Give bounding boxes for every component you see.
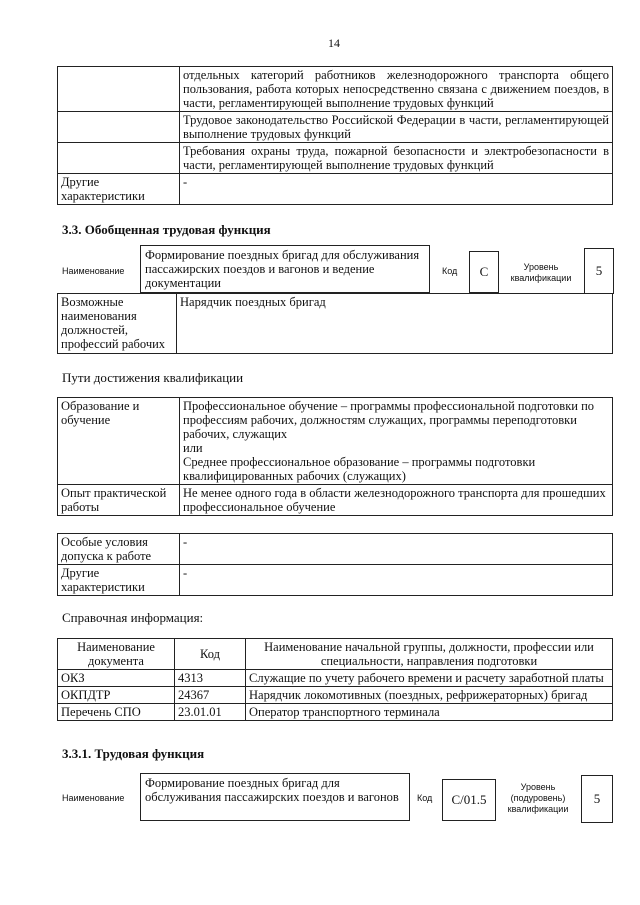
section-heading: 3.3.1. Трудовая функция [62, 746, 205, 761]
table-row [58, 294, 613, 354]
level-box: 5 [584, 248, 614, 294]
table-cell: ОКПДТР [58, 687, 175, 704]
table-row [58, 174, 613, 205]
table-cell [58, 112, 180, 143]
table-cell [180, 398, 613, 485]
text-line: Среднее профессиональное образование – программы подготовки квалифицированных рабочих (служащих) [183, 455, 536, 483]
paths-heading: Пути достижения квалификации [62, 370, 244, 385]
conditions-table [57, 533, 613, 596]
column-header: Код [175, 639, 246, 670]
text-line: или [183, 441, 203, 455]
table-cell: Не менее одного года в области железнодорожного транспорта для прошедших профессиональное обучение [180, 485, 613, 516]
positions-label: Возможные наименования должностей, профессий рабочих [58, 294, 177, 354]
table-row [58, 687, 613, 704]
code-label: Код [417, 793, 433, 803]
table-row [58, 112, 613, 143]
table-cell: Особые условия допуска к работе [58, 534, 180, 565]
table-row [58, 398, 613, 485]
table-cell: Оператор транспортного терминала [246, 704, 613, 721]
table-cell [58, 67, 180, 112]
text-line: Профессиональное обучение – программы профессиональной подготовки по профессиям рабочих, должностям служащих, программы переподготовки рабочих, служащих [183, 399, 595, 441]
table-row [58, 67, 613, 112]
column-header: Наименование документа [58, 639, 175, 670]
function-name-box: Формирование поездных бригад для обслуживания пассажирских поездов и вагонов и ведение документации [140, 245, 430, 293]
table-cell: - [180, 565, 613, 596]
positions-value: Нарядчик поездных бригад [177, 294, 613, 354]
table-cell: Образование и обучение [58, 398, 180, 485]
code-box: C [469, 251, 499, 293]
table-row [58, 143, 613, 174]
section-heading: 3.3. Обобщенная трудовая функция [62, 222, 271, 237]
positions-table [57, 293, 613, 354]
table-row [58, 485, 613, 516]
level-label: Уровень квалификации [510, 262, 572, 283]
table-cell: Другие характеристики [58, 174, 180, 205]
table-cell [58, 143, 180, 174]
table-cell: Нарядчик локомотивных (поездных, рефрижераторных) бригад [246, 687, 613, 704]
code-label: Код [442, 266, 458, 276]
table-row [58, 670, 613, 687]
table-cell: Опыт практической работы [58, 485, 180, 516]
reference-heading: Справочная информация: [62, 610, 204, 625]
table-cell: отдельных категорий работников железнодорожного транспорта общего пользования, работа которых непосредственно связана с движением поездов, в части, регламентирующей выполнение трудовых функций [180, 67, 613, 112]
name-label: Наименование [62, 266, 125, 276]
table-cell: Требования охраны труда, пожарной безопасности и электробезопасности в части, регламентирующей выполнение трудовых функций [180, 143, 613, 174]
top-table [57, 66, 613, 205]
table-cell: Трудовое законодательство Российской Федерации в части, регламентирующей выполнение трудовых функций [180, 112, 613, 143]
name-label: Наименование [62, 793, 125, 803]
table-row [58, 704, 613, 721]
table-cell: Перечень СПО [58, 704, 175, 721]
column-header: Наименование начальной группы, должности, профессии или специальности, направления подготовки [246, 639, 613, 670]
level-box: 5 [581, 775, 613, 823]
table-cell: Служащие по учету рабочего времени и расчету заработной платы [246, 670, 613, 687]
table-cell: ОКЗ [58, 670, 175, 687]
table-cell: 4313 [175, 670, 246, 687]
table-cell: Другие характеристики [58, 565, 180, 596]
code-box: C/01.5 [442, 779, 496, 821]
table-row [58, 565, 613, 596]
table-cell: 24367 [175, 687, 246, 704]
table-header-row [58, 639, 613, 670]
reference-table [57, 638, 613, 721]
table-cell: - [180, 534, 613, 565]
table-row [58, 534, 613, 565]
table-cell: 23.01.01 [175, 704, 246, 721]
table-cell: - [180, 174, 613, 205]
page-number: 14 [328, 36, 340, 50]
paths-table [57, 397, 613, 516]
function-name-box: Формирование поездных бригад для обслуживания пассажирских поездов и вагонов [140, 773, 410, 821]
level-label: Уровень (подуровень) квалификации [507, 782, 569, 814]
